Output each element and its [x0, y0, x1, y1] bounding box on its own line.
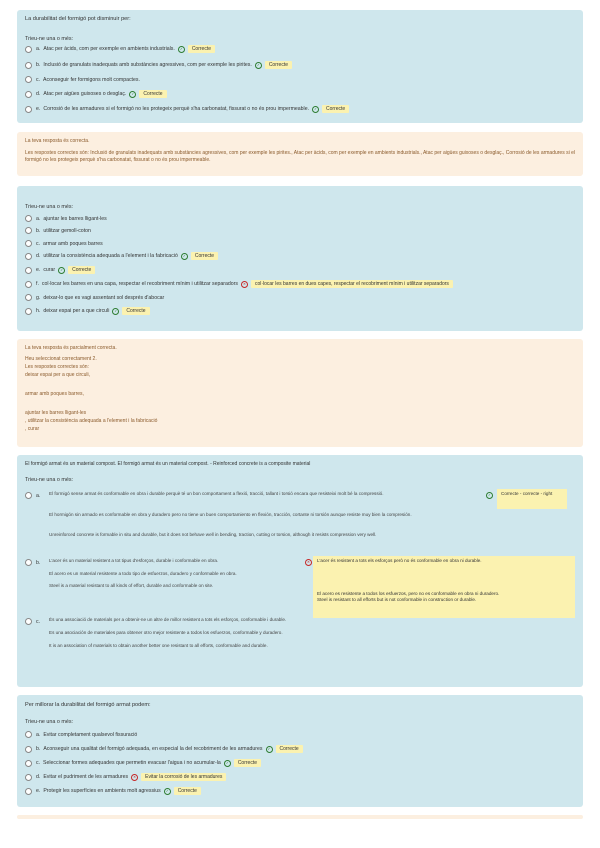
question-4-prompt: Trieu-ne una o més: — [25, 719, 74, 725]
q3-c-line: Es una asociación de materiales para obtener otro mejor resistente a todos los esfuerzos, conformable y duradero. — [49, 630, 283, 635]
checkbox[interactable] — [25, 294, 32, 301]
checkbox[interactable] — [25, 240, 32, 247]
checkbox[interactable] — [25, 62, 32, 69]
q3-c-line: It is an association of materials to obtain another better one resistant to all efforts, conformable and durable. — [49, 643, 268, 648]
checkbox[interactable] — [25, 91, 32, 98]
correct-icon: ✓ — [486, 492, 493, 499]
question-2-card — [17, 186, 583, 331]
feedback-2-line: Les respostes correctes són: — [25, 364, 89, 370]
feedback-2-line: armar amb poques barres, — [25, 391, 84, 397]
q3-option-a[interactable]: a. — [25, 492, 43, 499]
q3-option-c[interactable]: c. — [25, 618, 43, 625]
checkbox[interactable] — [25, 760, 32, 767]
q4-option-c[interactable]: c. Seleccionar formes adequades que permetin evacuar l'aigua i no acumular-la ✓ Correcte — [25, 759, 261, 767]
checkbox[interactable] — [25, 731, 32, 738]
feedback-1-label: La teva resposta és correcta. — [25, 138, 90, 144]
feedback-2-line: deixar espai per a que circuli, — [25, 372, 91, 378]
q1-option-a[interactable]: a. Atac per àcids, com per exemple en ambients industrials. ✓ Correcte — [25, 45, 215, 53]
q3-b-line: El acero es un material resistente a todo tipo de esfuerzos, duradero y conformable en obra. — [49, 571, 237, 576]
feedback-2-line: Heu seleccionat correctament 2. — [25, 356, 97, 362]
q3-a-line: El hormigón sin armado es conformable en obra y duradero pero no tiene un buen comportamiento en flexión, tracción, cortante ni torsión aunque resiste muy bien la compresión. — [49, 512, 412, 517]
feedback-badge: Correcte — [322, 105, 349, 113]
q2-option-d[interactable]: d. utilitzar la consistència adequada a l'element i la fabricació ✓ Correcte — [25, 252, 218, 260]
feedback-badge: Correcte — [276, 745, 303, 753]
q2-option-h[interactable]: h. deixar espai per a que circuli ✓ Correcte — [25, 307, 150, 315]
feedback-badge: Correcte — [191, 252, 218, 260]
feedback-badge: Correcte — [122, 307, 149, 315]
correct-icon: ✓ — [181, 253, 188, 260]
question-1-title: La durabilitat del formigó pot disminuir per: — [25, 16, 131, 22]
feedback-2-card — [17, 339, 583, 447]
feedback-1-text: Les respostes correctes són: Inclusió de granulats inadequats amb substàncies agressives, com per exemple les pirites., Atac per àcids, com per exemple en ambients industrials., Atac per aigües guixoses o desglaç., Corrosió de les armadures si el formigó no les protegeix perquè s'ha carbonatat, fissurat o no és prou impermeable. — [25, 150, 575, 163]
feedback-badge: Correcte — [188, 45, 215, 53]
correct-icon: ✓ — [58, 267, 65, 274]
q3-a-line: El formigó sense armat és conformable en obra i durable perquè té un bon comportament a flexió, tracció, tallant i torsió encara que resisteixi molt bé la compressió. — [49, 491, 384, 496]
feedback-badge: Evitar la corrosió de les armadures — [141, 773, 226, 781]
checkbox[interactable] — [25, 774, 32, 781]
correct-icon: ✓ — [312, 106, 319, 113]
q4-option-e[interactable]: e. Protegir les superfícies en ambients molt agressius ✓ Correcte — [25, 787, 201, 795]
checkbox[interactable] — [25, 559, 32, 566]
checkbox[interactable] — [25, 746, 32, 753]
checkbox[interactable] — [25, 267, 32, 274]
correct-icon: ✓ — [255, 62, 262, 69]
question-3-card — [17, 455, 583, 687]
question-4-title: Per millorar la durabilitat del formigó armat podem: — [25, 702, 151, 708]
q3-a-feedback: Correcte - correcte - right — [497, 489, 567, 509]
checkbox[interactable] — [25, 106, 32, 113]
feedback-2-line: , utilitzar la consistència adequada a l'element i la fabricació — [25, 418, 158, 424]
q2-option-b[interactable]: b. utilitzar gemoll-coton — [25, 227, 91, 234]
feedback-badge: Correcte — [68, 266, 95, 274]
question-1-prompt: Trieu-ne una o més: — [25, 36, 74, 42]
q4-option-d[interactable]: d. Evitar el pudriment de les armadures ✕ Evitar la corrosió de les armadures — [25, 773, 226, 781]
correct-icon: ✓ — [266, 746, 273, 753]
q3-c-line: És una associació de materials per a obtenir-ne un altre de millor resistent a tots els esforços, conformable i durable. — [49, 617, 287, 622]
question-2-prompt: Trieu-ne una o més: — [25, 204, 74, 210]
question-3-title: El formigó armat és un material compost. El formigó armat és un material compost. - Reinforced concrete is a composite material — [25, 461, 311, 467]
q1-option-b[interactable]: b. Inclusió de granulats inadequats amb substàncies agressives, com per exemple les pirites. ✓ Correcte — [25, 61, 292, 69]
incorrect-icon: ✕ — [305, 559, 312, 566]
q2-option-e[interactable]: e. curar ✓ Correcte — [25, 266, 95, 274]
checkbox[interactable] — [25, 227, 32, 234]
incorrect-icon: ✕ — [241, 281, 248, 288]
q3-b-feedback: L'acer és resistent a tots els esforços però no és conformable en obra ni durable. El acero es resistente a todos los esfuerzos, pero no es conformable en obra ni duradero. Steel is resistant to all efforts but is not conformable in construction or durable. — [313, 556, 575, 618]
feedback-badge: col·locar les barres en dues capes, respectar el recobriment mínim i utilitzar separadors — [251, 280, 453, 288]
q4-option-b[interactable]: b. Aconseguir una qualitat del formigó adequada, en especial la del recobriment de les armadures ✓ Correcte — [25, 745, 303, 753]
feedback-badge: Correcte — [174, 787, 201, 795]
q3-a-line: Unreinforced concrete is formable in situ and durable, but it does not behave well in bending, traction, cutting or torsion, although it resists compression very well. — [49, 532, 377, 537]
q4-option-a[interactable]: a. Evitar completament qualsevol fissuració — [25, 731, 137, 738]
q2-option-a[interactable]: a. ajuntar les barres lligant-les — [25, 215, 107, 222]
checkbox[interactable] — [25, 46, 32, 53]
feedback-1-card — [17, 132, 583, 176]
correct-icon: ✓ — [164, 788, 171, 795]
checkbox[interactable] — [25, 492, 32, 499]
question-3-prompt: Trieu-ne una o més: — [25, 477, 74, 483]
q1-option-c[interactable]: c. Aconseguir fer formigons molt compactes. — [25, 76, 140, 83]
feedback-4-card-edge — [17, 815, 583, 819]
feedback-2-line: ajuntar les barres lligant-les — [25, 410, 87, 416]
q2-option-f[interactable]: f. col·locar les barres en una capa, respectar el recobriment mínim i utilitzar separadors ✕ col·locar les barres en dues capes, respectar el recobriment mínim i utilitzar separadors — [25, 280, 453, 288]
checkbox[interactable] — [25, 76, 32, 83]
checkbox[interactable] — [25, 618, 32, 625]
question-4-card — [17, 695, 583, 807]
q3-b-line: L'acer és un material resistent a tot tipus d'esforços, durable i conformable en obra. — [49, 558, 219, 563]
q1-option-e[interactable]: e. Corrosió de les armadures si el formigó no les protegeix perquè s'ha carbonatat, fissurat o no és prou impermeable. ✓ Correcte — [25, 105, 349, 113]
q2-option-c[interactable]: c. armar amb poques barres — [25, 240, 103, 247]
q3-b-line: Steel is a material resistant to all kinds of effort, durable and conformable on site. — [49, 583, 214, 588]
checkbox[interactable] — [25, 253, 32, 260]
feedback-badge: Correcte — [265, 61, 292, 69]
q1-option-d[interactable]: d. Atac per aigües guixoses o desglaç. ✓ Correcte — [25, 90, 167, 98]
checkbox[interactable] — [25, 281, 32, 288]
checkbox[interactable] — [25, 788, 32, 795]
incorrect-icon: ✕ — [131, 774, 138, 781]
q2-option-g[interactable]: g. deixar-lo que es vagi assentant sol després d'abocar — [25, 294, 164, 301]
correct-icon: ✓ — [178, 46, 185, 53]
correct-icon: ✓ — [224, 760, 231, 767]
correct-icon: ✓ — [129, 91, 136, 98]
feedback-2-line: , curar — [25, 426, 40, 432]
feedback-badge: Correcte — [234, 759, 261, 767]
checkbox[interactable] — [25, 215, 32, 222]
q3-option-b[interactable]: b. — [25, 559, 43, 566]
question-1-card — [17, 10, 583, 123]
feedback-2-label: La teva resposta és parcialment correcta. — [25, 345, 117, 351]
checkbox[interactable] — [25, 308, 32, 315]
correct-icon: ✓ — [112, 308, 119, 315]
feedback-badge: Correcte — [139, 90, 166, 98]
